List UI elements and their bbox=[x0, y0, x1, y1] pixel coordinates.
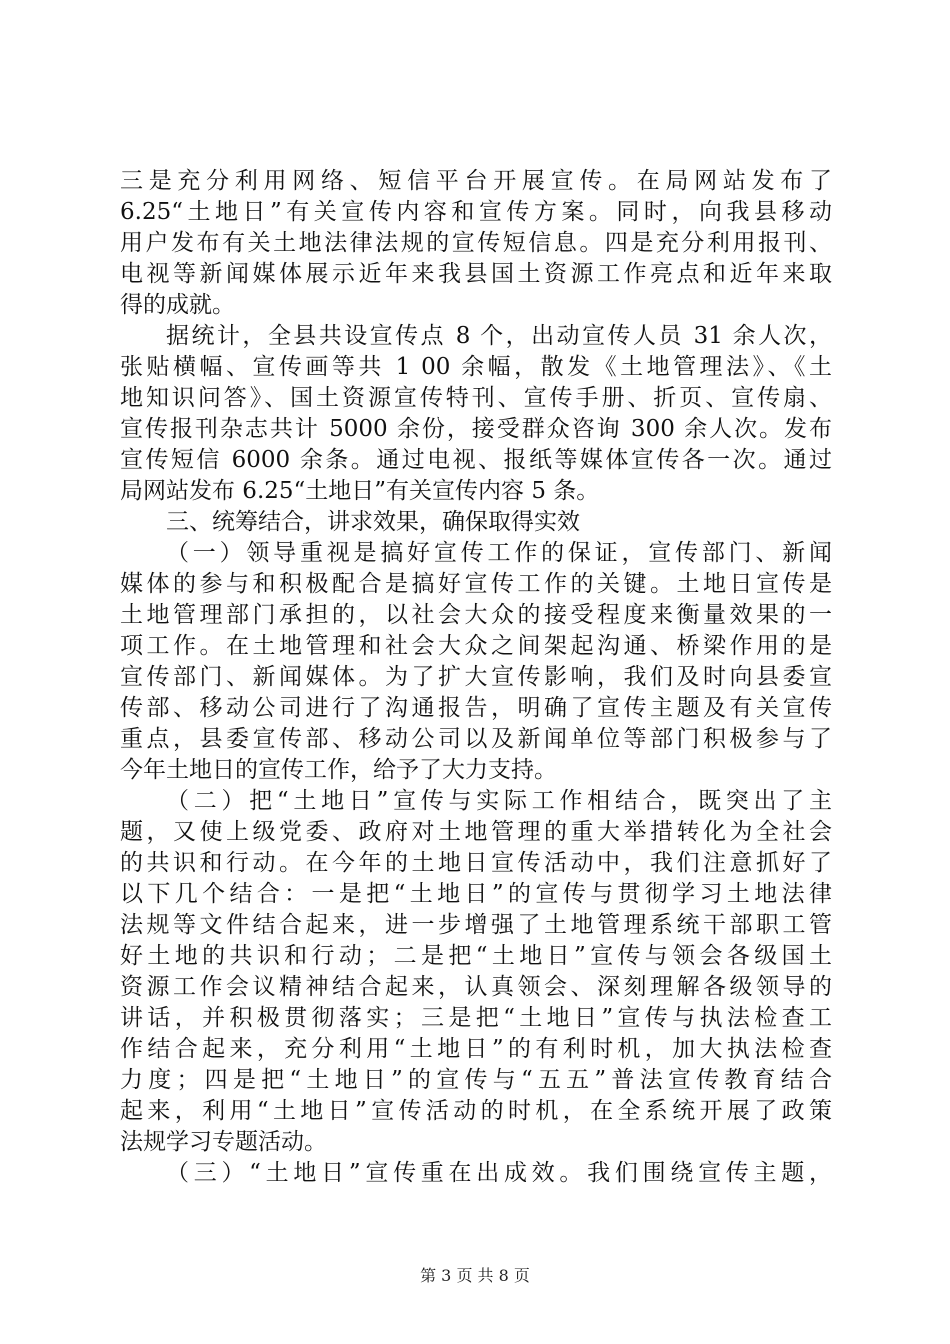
text-line: （二）把“土地日”宣传与实际工作相结合，既突出了主 bbox=[166, 788, 832, 814]
text-line: 传部、移动公司进行了沟通报告，明确了宣传主题及有关宣传 bbox=[120, 695, 832, 721]
text-line: 项工作。在土地管理和社会大众之间架起沟通、桥梁作用的是 bbox=[120, 633, 832, 659]
text-line: 宣传短信 6000 余条。通过电视、报纸等媒体宣传各一次。通过 bbox=[120, 447, 832, 473]
text-line: 6.25“土地日”有关宣传内容和宣传方案。同时，向我县移动 bbox=[120, 199, 832, 225]
text-line: 张贴横幅、宣传画等共 1 00 余幅，散发《土地管理法》、《土 bbox=[120, 354, 832, 380]
text-line: 用户发布有关土地法律法规的宣传短信息。四是充分利用报刊、 bbox=[120, 230, 832, 256]
text-line: 法规学习专题活动。 bbox=[120, 1129, 327, 1155]
text-line: 宣传部门、新闻媒体。为了扩大宣传影响，我们及时向县委宣 bbox=[120, 664, 832, 690]
text-line: 好土地的共识和行动；二是把“土地日”宣传与领会各级国土 bbox=[120, 943, 832, 969]
text-line: 作结合起来，充分利用“土地日”的有利时机，加大执法检查 bbox=[120, 1036, 832, 1062]
text-line: 以下几个结合：一是把“土地日”的宣传与贯彻学习土地法律 bbox=[120, 881, 832, 907]
text-line: 三是充分利用网络、短信平台开展宣传。在局网站发布了 bbox=[120, 168, 832, 194]
text-line: （三）“土地日”宣传重在出成效。我们围绕宣传主题， bbox=[166, 1160, 832, 1186]
text-line: 宣传报刊杂志共计 5000 余份，接受群众咨询 300 余人次。发布 bbox=[120, 416, 832, 442]
text-line: 讲话，并积极贯彻落实；三是把“土地日”宣传与执法检查工 bbox=[120, 1005, 832, 1031]
text-line: 题，又使上级党委、政府对土地管理的重大举措转化为全社会 bbox=[120, 819, 832, 845]
text-line: 起来，利用“土地日”宣传活动的时机，在全系统开展了政策 bbox=[120, 1098, 832, 1124]
text-line: 三、统筹结合，讲求效果，确保取得实效 bbox=[166, 509, 580, 535]
text-line: 据统计，全县共设宣传点 8 个，出动宣传人员 31 余人次， bbox=[166, 323, 832, 349]
text-line: 得的成就。 bbox=[120, 292, 235, 318]
text-line: 重点，县委宣传部、移动公司以及新闻单位等部门积极参与了 bbox=[120, 726, 832, 752]
text-line: 电视等新闻媒体展示近年来我县国土资源工作亮点和近年来取 bbox=[120, 261, 832, 287]
text-line: 今年土地日的宣传工作，给予了大力支持。 bbox=[120, 757, 557, 783]
page-footer: 第 3 页 共 8 页 bbox=[420, 1266, 530, 1285]
text-line: 媒体的参与和积极配合是搞好宣传工作的关键。土地日宣传是 bbox=[120, 571, 832, 597]
text-line: 局网站发布 6.25“土地日”有关宣传内容 5 条。 bbox=[120, 478, 600, 504]
text-line: 法规等文件结合起来，进一步增强了土地管理系统干部职工管 bbox=[120, 912, 832, 938]
text-line: 资源工作会议精神结合起来，认真领会、深刻理解各级领导的 bbox=[120, 974, 832, 1000]
document-body bbox=[120, 166, 832, 1189]
text-line: 力度；四是把“土地日”的宣传与“五五”普法宣传教育结合 bbox=[120, 1067, 832, 1093]
text-line: 的共识和行动。在今年的土地日宣传活动中，我们注意抓好了 bbox=[120, 850, 832, 876]
text-line: 地知识问答》、国土资源宣传特刊、宣传手册、折页、宣传扇、 bbox=[120, 385, 832, 411]
text-line: 土地管理部门承担的，以社会大众的接受程度来衡量效果的一 bbox=[120, 602, 832, 628]
text-line: （一）领导重视是搞好宣传工作的保证，宣传部门、新闻 bbox=[166, 540, 832, 566]
